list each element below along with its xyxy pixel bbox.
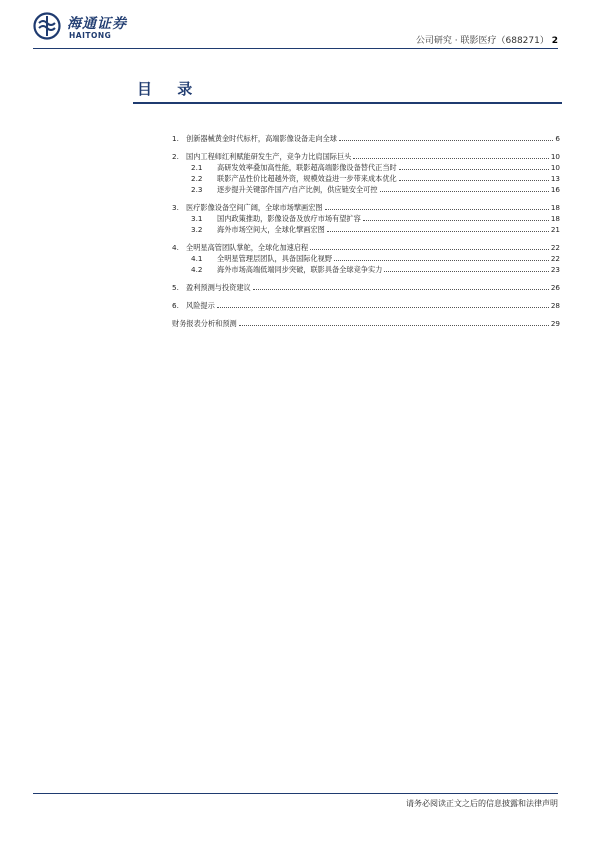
toc-leader-dots [253,288,549,290]
toc-entry-number: 2.1 [191,163,203,172]
toc-group [172,202,560,235]
toc-entry-label: 海外市场高端低端同步突破，联影具备全球竞争实力 [217,265,383,274]
toc-entry-label: 国内工程师红利赋能研发生产，竞争力比肩国际巨头 [186,152,352,161]
toc-entry-label: 联影产品性价比超越外资，规模效益进一步带来成本优化 [217,174,397,183]
toc-entry-label: 风险提示 [186,301,215,310]
toc-entry-label: 海外市场空间大，全球化擘画宏图 [217,225,325,234]
toc-entry-page: 13 [550,174,560,183]
page-number: 2 [551,36,558,46]
toc-entry-number: 3.1 [191,214,203,223]
logo-text-en: HAITONG [69,31,112,40]
toc-entry[interactable] [172,133,560,144]
toc-leader-dots [399,168,549,170]
toc-entry-label: 国内政策推助，影像设备及放疗市场有望扩容 [217,214,361,223]
toc-group [172,151,560,195]
toc-leader-dots [310,248,549,250]
table-of-contents [172,133,560,336]
toc-entry-page: 6 [555,134,560,143]
haitong-logo-icon [33,12,61,40]
toc-entry-number: 1. [172,134,179,143]
toc-leader-dots [217,306,549,308]
page-header [0,0,595,50]
toc-leader-dots [380,190,549,192]
toc-entry-page: 23 [550,265,560,274]
toc-entry-page: 18 [550,203,560,212]
toc-entry-number: 6. [172,301,179,310]
toc-entry-number: 2.3 [191,185,203,194]
toc-entry-number: 3.2 [191,225,203,234]
toc-entry-number: 4.1 [191,254,203,263]
toc-leader-dots [334,259,549,261]
footer-disclaimer: 请务必阅读正文之后的信息披露和法律声明 [406,799,558,808]
toc-entry-number: 3. [172,203,179,212]
toc-entry[interactable] [172,173,560,184]
toc-entry[interactable] [172,213,560,224]
header-divider [33,48,558,49]
toc-leader-dots [339,139,553,141]
toc-leader-dots [353,157,549,159]
toc-entry-number: 2. [172,152,179,161]
toc-leader-dots [399,179,549,181]
toc-group [172,318,560,329]
toc-leader-dots [363,219,549,221]
toc-entry-page: 18 [550,214,560,223]
toc-entry-page: 22 [550,254,560,263]
toc-title-divider [133,102,562,104]
logo-text-cn: 海通证券 [67,16,127,32]
toc-entry[interactable] [172,224,560,235]
report-info-text: 公司研究 · 联影医疗（688271） [415,36,549,46]
toc-entry-label: 全明星管理层团队，具备国际化视野 [217,254,333,263]
toc-leader-dots [239,324,549,326]
toc-entry-number: 4. [172,243,179,252]
toc-entry-label: 财务报表分析和预测 [172,319,237,328]
toc-entry[interactable] [172,151,560,162]
toc-entry-label: 盈利预测与投资建议 [186,283,251,292]
toc-group [172,282,560,293]
toc-group [172,242,560,275]
toc-leader-dots [325,208,549,210]
toc-title: 目 录 [137,80,203,98]
footer-divider [33,793,558,794]
haitong-logo [33,12,143,48]
toc-entry-label: 全明星高管团队掌舵，全球化加速启程 [186,243,309,252]
toc-entry-label: 医疗影像设备空间广阔，全球市场擘画宏图 [186,203,323,212]
toc-entry[interactable] [172,300,560,311]
toc-entry[interactable] [172,253,560,264]
toc-entry-page: 21 [550,225,560,234]
toc-entry-page: 26 [550,283,560,292]
toc-leader-dots [384,270,549,272]
toc-group [172,300,560,311]
toc-group [172,133,560,144]
toc-entry-page: 16 [550,185,560,194]
toc-entry[interactable] [172,162,560,173]
toc-entry[interactable] [172,202,560,213]
report-info [416,33,558,46]
toc-entry-number: 4.2 [191,265,203,274]
toc-entry-label: 创新器械黄金时代标杆，高端影像设备走向全球 [186,134,337,143]
toc-entry[interactable] [172,318,560,329]
toc-entry-page: 10 [550,152,560,161]
toc-entry-label: 高研发效率叠加高性能，联影超高端影像设备替代正当时 [217,163,397,172]
toc-entry-number: 2.2 [191,174,203,183]
toc-entry-label: 逐步提升关键部件国产/自产比例，供应链安全可控 [217,185,378,194]
toc-entry[interactable] [172,264,560,275]
toc-entry-page: 28 [550,301,560,310]
toc-entry-page: 22 [550,243,560,252]
toc-entry[interactable] [172,242,560,253]
toc-entry[interactable] [172,184,560,195]
toc-entry-number: 5. [172,283,179,292]
toc-entry-page: 29 [550,319,560,328]
toc-entry-page: 10 [550,163,560,172]
toc-leader-dots [327,230,549,232]
toc-entry[interactable] [172,282,560,293]
